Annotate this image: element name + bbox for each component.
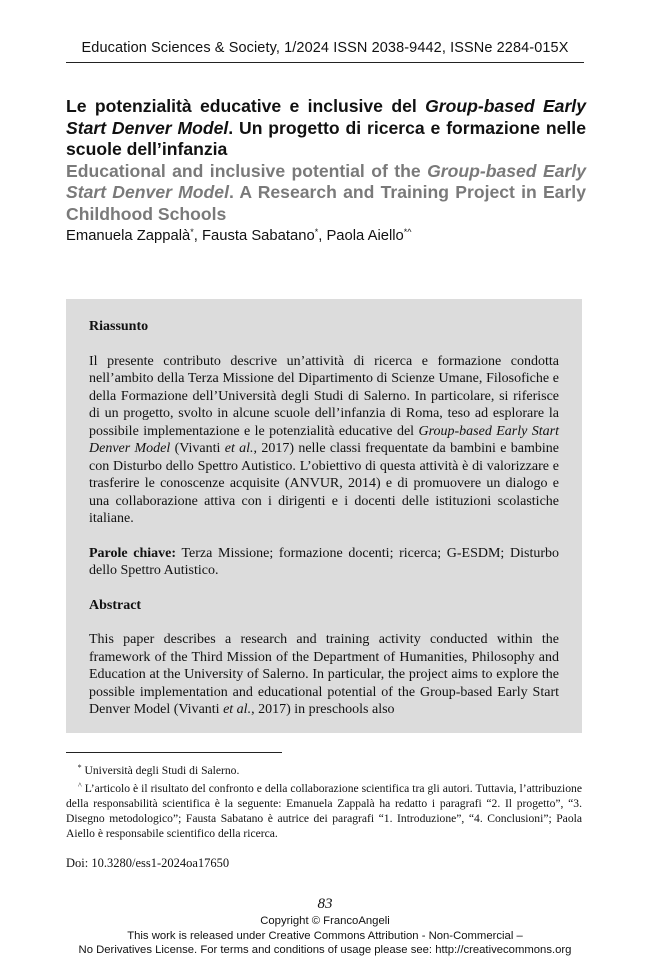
page-number: 83 — [317, 896, 333, 912]
author-name: Paola Aiello — [326, 228, 404, 244]
riassunto-paragraph — [89, 353, 559, 528]
title-english-part: . A Research and Training Project in Early Childhood Schools — [66, 182, 586, 224]
title-italian-model-name: Group-based Early Start Denver Model — [66, 96, 586, 138]
keywords-label: Parole chiave: — [89, 545, 177, 561]
footnote-text: L’articolo è il risultato del confronto e della collaborazione scientifica tra gli autori. Tuttavia, l’attribuzione della responsabilità scientifica è la seguente: Emanuela Zappalà ha redatto i paragrafi “2. Il progetto”, “3. Disegno metodologico”; Fausta Sabatano è autrice dei paragrafi “1. Introduzione”, “4. Conclusioni”; Paola Aiello è responsabile scientifico della ricerca. — [66, 782, 583, 840]
author-footnote-mark: * — [314, 227, 319, 237]
riassunto-heading: Riassunto — [89, 319, 149, 334]
author-name: Emanuela Zappalà — [66, 228, 191, 244]
footnote-rule — [66, 752, 282, 753]
abstract-etal: et al. — [223, 702, 252, 717]
footnote-text: Università degli Studi di Salerno. — [81, 764, 240, 777]
title-english — [66, 161, 586, 226]
author-footnote-mark: *^ — [403, 227, 412, 237]
riassunto-etal: et al. — [224, 441, 254, 456]
title-italian — [66, 96, 586, 161]
title-italian-part: . Un progetto di ricerca e formazione nelle scuole dell’infanzia — [66, 117, 586, 159]
riassunto-model-name: Group-based Early Start Denver Model — [89, 423, 559, 456]
keywords-paragraph — [89, 545, 559, 580]
riassunto-text: (Vivanti — [170, 441, 225, 456]
footnote-contribution — [66, 778, 582, 841]
abstract-heading: Abstract — [89, 597, 142, 613]
keywords-list: Terza Missione; formazione docenti; ricerca; G-ESDM; Disturbo dello Spettro Autistico. — [89, 545, 559, 578]
author-name: Fausta Sabatano — [201, 228, 315, 244]
author-separator: , — [193, 228, 202, 244]
authors — [66, 227, 586, 244]
header-rule — [66, 62, 584, 63]
doi: Doi: 10.3280/ess1-2024oa17650 — [66, 856, 230, 870]
footnote-affiliation — [66, 760, 582, 778]
license-copyright: Copyright © FrancoAngeli — [260, 915, 390, 927]
footnote-mark: ^ — [77, 781, 82, 790]
journal-header: Education Sciences & Society, 1/2024 ISSN 2038-9442, ISSNe 2284-015X — [81, 40, 569, 56]
abstract-text: , 2017) in preschools also — [251, 702, 395, 717]
author-footnote-mark: * — [190, 227, 194, 237]
abstract-text: This paper describes a research and training activity conducted within the framework of the Third Mission of the Department of Humanities, Philosophy and Education at the University of Salerno. In particular, the project aims to explore the possible implementation and educational potential of the Group-based Early Start Denver Model (Vivanti — [89, 632, 559, 717]
title-english-part: Educational and inclusive potential of the — [66, 160, 428, 181]
license-line: No Derivatives License. For terms and conditions of usage please see: http://creativecommons.org — [78, 944, 572, 957]
author-separator: , — [318, 228, 327, 244]
title-block — [66, 96, 586, 244]
riassunto-text: , 2017) nelle classi frequentate da bambini e bambine con Disturbo dello Spettro Autistico. L’obiettivo di questa attività è di valorizzare e trasferire le conoscenze acquisite (ANVUR, 2014) e di promuovere un dialogo e una collaborazione attiva con i dirigenti e i docenti delle istituzioni scolastiche italiane. — [89, 441, 559, 526]
abstract-paragraph — [89, 631, 559, 719]
footnotes — [66, 760, 582, 841]
license-notice — [0, 914, 650, 958]
title-english-model-name: Group-based Early Start Denver Model — [66, 160, 586, 202]
abstract-content — [66, 299, 582, 719]
title-italian-part: Le potenzialità educative e inclusive del — [66, 96, 426, 116]
license-line: This work is released under Creative Commons Attribution - Non-Commercial – — [127, 929, 523, 942]
abstract-box — [66, 299, 582, 733]
footnote-mark: * — [77, 763, 82, 772]
riassunto-text: Il presente contributo descrive un’attività di ricerca e formazione condotta nell’ambito della Terza Missione del Dipartimento di Scienze Umane, Filosofiche e della Formazione dell’Università degli Studi di Salerno. In particolare, si riferisce di un progetto, svolto in alcune scuole dell’infanzia di Roma, teso ad esplorare la possibile implementazione e le potenzialità educative del — [89, 353, 559, 439]
